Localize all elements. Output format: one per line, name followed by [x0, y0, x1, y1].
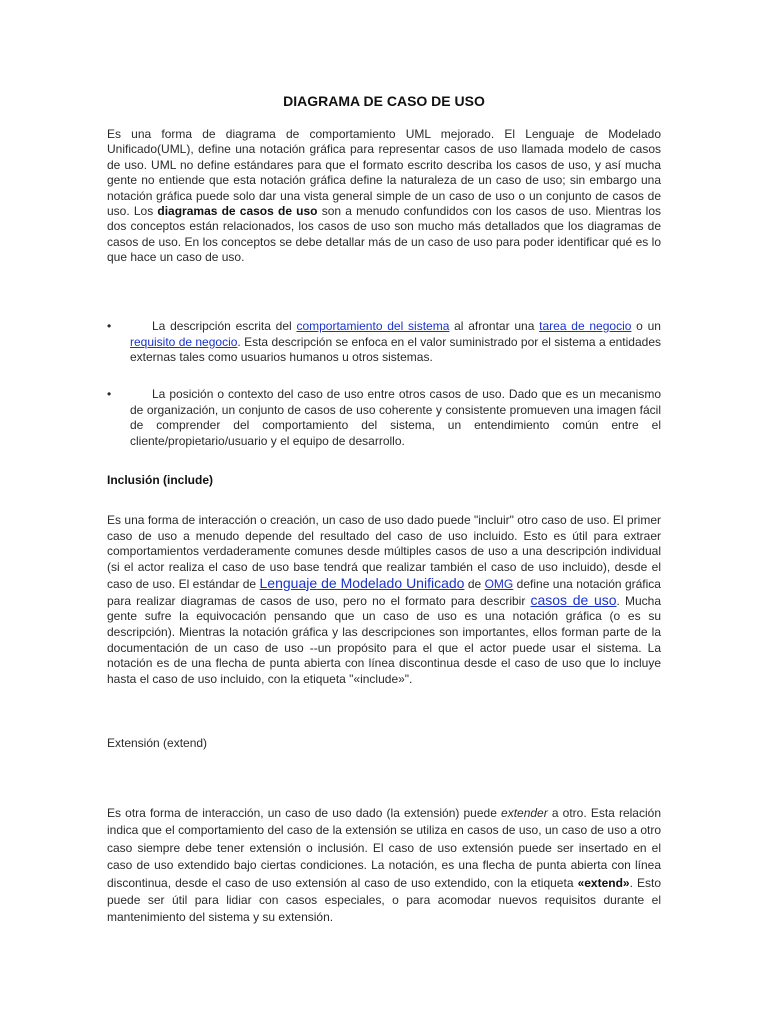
bullet-dot: • [107, 387, 112, 401]
link-tarea-de-negocio[interactable]: tarea de negocio [539, 319, 632, 333]
bullet-1-text-2: al afrontar una [449, 319, 540, 333]
link-requisito-de-negocio[interactable]: requisito de negocio [130, 334, 238, 349]
intro-text-1: Es una forma de diagrama de comportamiento UML mejorado. El Lenguaje de Modelado Unificado(UML), define una notación gráfica para representar casos de uso llamada modelo de casos de uso. UML no define estándares para que el formato escrito describa los casos de uso, y así mucha gente no entiende que esta notación gráfica define la naturaleza de un caso de uso; sin embargo una notación gráfica puede solo dar una vista general simple de un caso de uso o un conjunto de casos de uso. Los [107, 127, 661, 219]
inclusion-text-3: define una notación gráfica para realizar diagramas de casos de uso, pero no el formato para describir [107, 576, 661, 608]
bullet-1-text-1: La descripción escrita del [152, 319, 297, 333]
extension-text-3: . Esto puede ser útil para lidiar con casos especiales, o para acomodar nuevos requisitos durante el mantenimiento del sistema y su extensión. [107, 875, 661, 925]
intro-paragraph [107, 127, 661, 266]
bullet-item-2 [107, 387, 661, 449]
inclusion-text-1: Es una forma de interacción o creación, un caso de uso dado puede "incluir" otro caso de uso. El primer caso de uso a menudo depende del resultado del caso de uso incluido. Esto es útil para extraer comportamientos verdaderamente comunes desde múltiples casos de uso a una descripción individual (si el actor realiza el caso de uso base tendrá que realizar también el caso de uso incluido), desde el caso de uso. El estándar de [107, 513, 661, 591]
intro-bold: diagramas de casos de uso [157, 204, 318, 219]
link-lenguaje-de-modelado-unificado[interactable]: Lenguaje de Modelado Unificado [259, 574, 465, 591]
document-title: DIAGRAMA DE CASO DE USO [283, 93, 485, 109]
extension-text-1: Es otra forma de interacción, un caso de uso dado (la extensión) puede [107, 806, 502, 820]
bullet-1-text [130, 319, 661, 366]
inclusion-text-2: de [464, 576, 485, 591]
bullet-item-1 [107, 319, 661, 366]
bullet-1-text-3: o un [631, 319, 661, 333]
inclusion-text-4: . Mucha gente sufre la equivocación pensando que un caso de uso es una notación gráfica (o es su descripción). Mientras la notación gráfica y las descripciones son importantes, ellos forman parte de la documentación de un caso de uso --un propósito para el que el actor puede usar el sistema. La notación es de una flecha de punta abierta con línea discontinua desde el caso de uso que lo incluye hasta el caso de uso incluido, con la etiqueta "«include»". [107, 593, 662, 687]
extension-italic: extender [501, 806, 548, 820]
inclusion-paragraph [107, 513, 661, 688]
bullet-2-text-body: La posición o contexto del caso de uso entre otros casos de uso. Dado que es un mecanismo de organización, un conjunto de casos de uso coherente y consistente promueven una imagen fácil de comprender del comportamiento del sistema, un entendimiento común entre el cliente/propietario/usuario y el equipo de desarrollo. [130, 387, 661, 448]
extension-bold: «extend» [577, 875, 630, 890]
bullet-2-text [130, 387, 661, 449]
extension-paragraph [107, 805, 661, 927]
extension-heading: Extensión (extend) [107, 736, 208, 750]
extension-text-2: a otro. Esta relación indica que el comportamiento del caso de la extensión se utiliza en casos de uso, un caso de uso a otro caso siempre debe tener extensión o inclusión. El caso de uso extensión puede ser insertado en el caso de uso extendido bajo ciertas condiciones. La notación, es una flecha de punta abierta con línea discontinua, desde el caso de uso extensión al caso de uso extendido, con la etiqueta [107, 806, 661, 890]
link-omg[interactable]: OMG [484, 576, 514, 591]
link-comportamiento-del-sistema[interactable]: comportamiento del sistema [296, 319, 450, 333]
bullet-dot: • [107, 319, 112, 333]
link-casos-de-uso[interactable]: casos de uso [530, 591, 617, 608]
bullet-1-text-4: . Esta descripción se enfoca en el valor suministrado por el sistema a entidades externas tales como usuarios humanos u otros sistemas. [130, 334, 661, 365]
inclusion-heading: Inclusión (include) [107, 473, 214, 487]
intro-text-2: son a menudo confundidos con los casos de uso. Mientras los dos conceptos están relacionados, los casos de uso son mucho más detallados que los diagramas de casos de uso. En los conceptos se debe detallar más de un caso de uso para poder identificar qué es lo que hace un caso de uso. [107, 204, 662, 265]
